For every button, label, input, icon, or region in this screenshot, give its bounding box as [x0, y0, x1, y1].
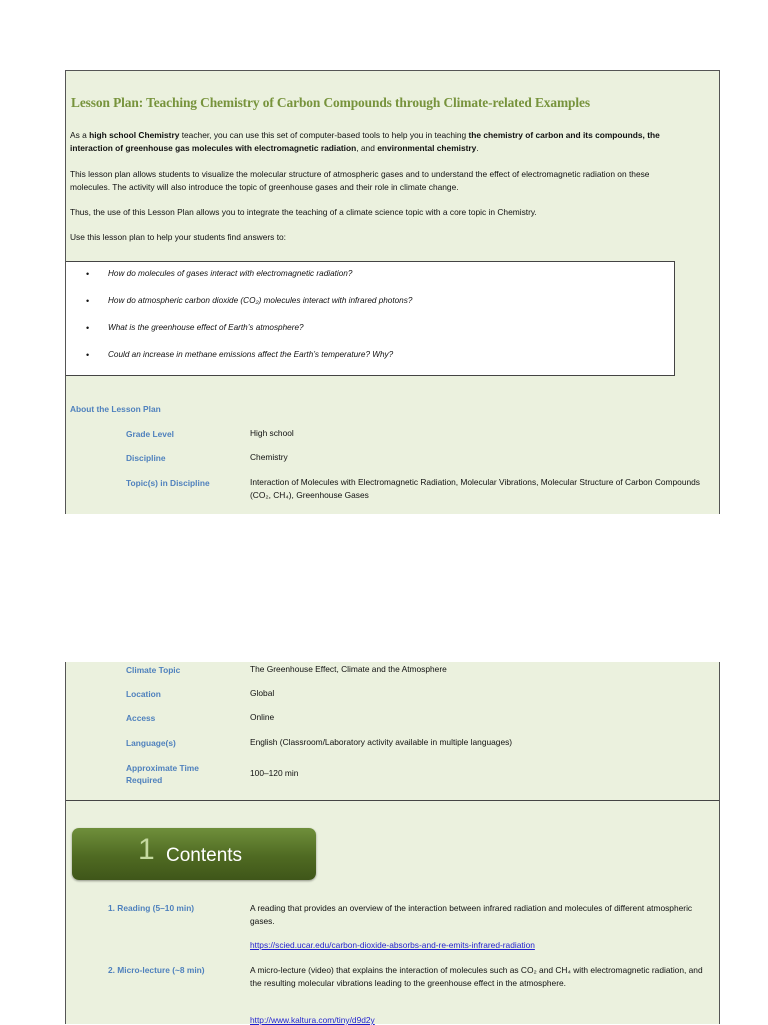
access-value: Online	[250, 712, 275, 722]
document-panel-bottom	[65, 662, 720, 1024]
location-value: Global	[250, 688, 275, 698]
lesson-title: Lesson Plan: Teaching Chemistry of Carbon Compounds through Climate-related Examples	[71, 95, 590, 110]
section-divider	[66, 800, 719, 801]
time-value: 100–120 min	[250, 768, 299, 778]
content-item-text: A micro-lecture (video) that explains the interaction of molecules such as CO₂ and CH₄ with electromagnetic radiation, and the resulting molecular vibrations leading to the greenhouse effect in the atmosphere.	[250, 965, 703, 988]
content-item-text: A reading that provides an overview of the interaction between infrared radiation and molecules of different atmospheric gases.	[250, 903, 693, 926]
intro-paragraph-4: Use this lesson plan to help your students find answers to:	[70, 232, 287, 242]
content-item-label: 2. Micro-lecture (~8 min)	[108, 965, 205, 975]
grade-level-label: Grade Level	[126, 429, 174, 439]
about-heading: About the Lesson Plan	[70, 404, 161, 414]
time-label: Approximate Time Required	[126, 763, 199, 785]
bullet-icon: •	[86, 323, 90, 333]
bullet-icon: •	[86, 296, 90, 306]
climate-topic-value: The Greenhouse Effect, Climate and the Atmosphere	[250, 664, 447, 674]
bullet-icon: •	[86, 269, 90, 279]
language-label: Language(s)	[126, 738, 176, 748]
section-number: 1	[138, 833, 155, 866]
access-label: Access	[126, 713, 156, 723]
bullet-icon: •	[86, 350, 90, 360]
grade-level-value: High school	[250, 428, 294, 438]
location-label: Location	[126, 689, 161, 699]
reading-link[interactable]: https://scied.ucar.edu/carbon-dioxide-absorbs-and-re-emits-infrared-radiation	[250, 940, 535, 950]
micro-lecture-link[interactable]: http://www.kaltura.com/tiny/d9d2y	[250, 1015, 375, 1025]
content-item-label: 1. Reading (5–10 min)	[108, 903, 195, 913]
section-heading: Contents	[166, 845, 243, 866]
questions-box: • How do molecules of gases interact with electromagnetic radiation? • How do atmospheric carbon dioxide (CO₂) molecules interact with infrared photons? • What is the greenhouse effect of Earth’s atmosphere? • Could an increase in methane emissions affect the Earth’s temperature? Why?	[66, 261, 675, 376]
climate-topic-label: Climate Topic	[126, 665, 181, 675]
intro-paragraph-1: As a high school Chemistry teacher, you can use this set of computer-based tools to help you in teaching the chemistry of carbon and its compounds, the interaction of greenhouse gas molecules with electromagnetic radiation, and environmental chemistry.	[70, 130, 660, 153]
topics-label: Topic(s) in Discipline	[126, 478, 210, 488]
contents-banner	[72, 828, 316, 880]
intro-paragraph-3: Thus, the use of this Lesson Plan allows you to integrate the teaching of a climate science topic with a core topic in Chemistry.	[70, 207, 537, 217]
intro-paragraph-2: This lesson plan allows students to visualize the molecular structure of atmospheric gases and to understand the effect of electromagnetic radiation on these molecules. The activity will also introduce the topic of greenhouse gases and their role in climate change.	[70, 169, 650, 192]
language-value: English (Classroom/Laboratory activity available in multiple languages)	[250, 737, 513, 747]
discipline-value: Chemistry	[250, 452, 288, 462]
document-panel-top	[65, 70, 720, 514]
discipline-label: Discipline	[126, 453, 166, 463]
topics-value: Interaction of Molecules with Electromagnetic Radiation, Molecular Vibrations, Molecular Structure of Carbon Compounds (CO₂, CH₄), Greenhouse Gases	[250, 477, 700, 500]
